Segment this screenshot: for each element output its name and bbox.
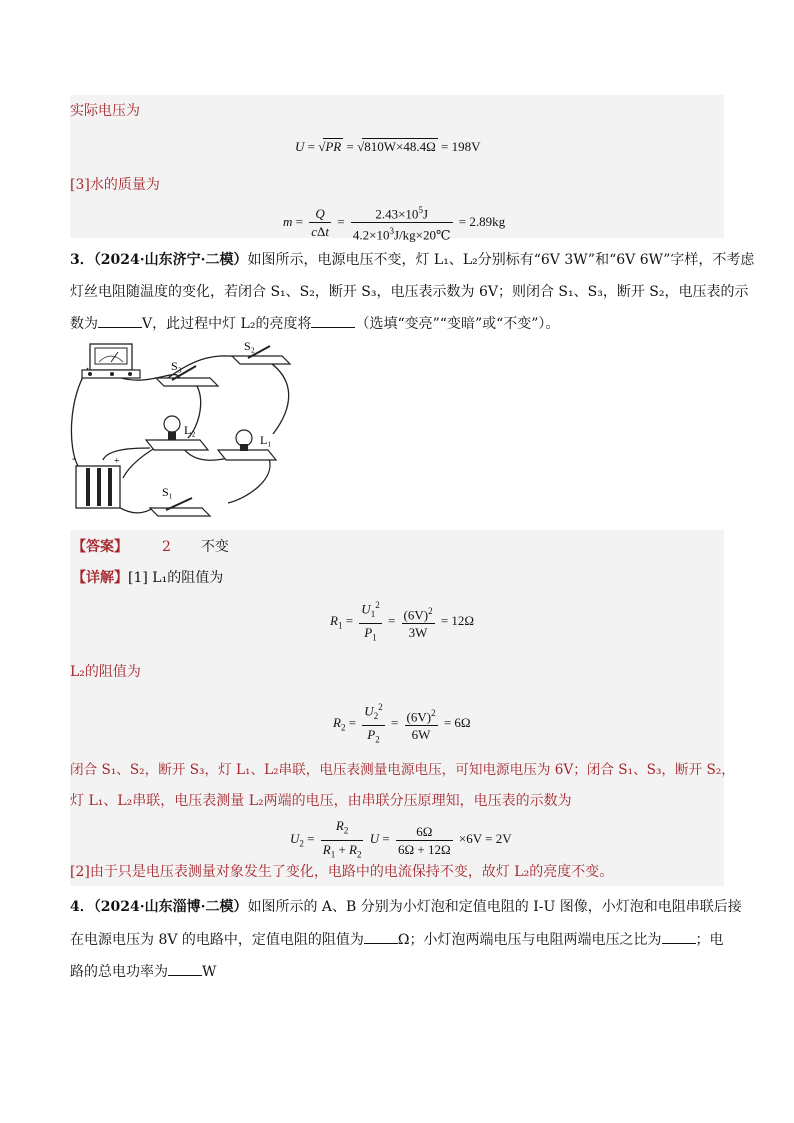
q3-stem-line3c: （选填“变亮”“变暗”或“不变”）。: [355, 316, 560, 332]
q4-line1: [70, 897, 742, 917]
q4-blank-1[interactable]: [364, 929, 398, 944]
q3-detail-row1: [72, 568, 223, 588]
formula-r1: $R_1$ = $\frac{U_1^2}{P_1}$ = $\frac{(6V)^2}{3W}$ = 12Ω: [330, 600, 475, 643]
q4-blank-2[interactable]: [662, 929, 696, 944]
answer-label: 【答案】: [72, 539, 128, 555]
q4-line2: [70, 929, 724, 950]
detail-text-3a: 闭合 S₁、S₂，断开 S₃，灯 L₁、L₂串联，电压表测量电源电压，可知电源电压为 6V；闭合 S₁、S₃，断开 S₂，: [70, 762, 735, 778]
q4-stem-line2c: ；电: [695, 932, 724, 948]
label-s3: S₃: [171, 359, 182, 373]
q3-stem-line2: 灯丝电阻随温度的变化，若闭合 S₁、S₂，断开 S₃，电压表示数为 6V；则闭合 S₁、S₃，断开 S₂，电压表的示: [70, 284, 749, 300]
detail-text-4: [2]由于只是电压表测量对象发生了变化，电路中的电流保持不变，故灯 L₂的亮度不变。: [70, 864, 614, 880]
label-l2: L₂: [184, 423, 196, 437]
answer-value-1: 2: [162, 539, 171, 555]
formula-water-mass: m = $\frac{Q}{\text{cΔt}}$ = $\frac{2.43\times 10^5J}{4.2\times 10^3J/kg\times 20℃}$ = 2.89kg: [283, 205, 506, 243]
q3-number: 3．: [70, 252, 94, 268]
detail-text-3b: 灯 L₁、L₂串联，电压表测量 L₂两端的电压，由串联分压原理知，电压表的示数为: [70, 793, 572, 809]
q4-stem-line2b: Ω；小灯泡两端电压与电阻两端电压之比为: [397, 932, 662, 948]
q4-source: （2024·山东淄博·二模）: [93, 899, 248, 915]
q4-number: 4．: [70, 899, 94, 915]
formula-r2: $R_2$ = $\frac{U_2^2}{P_2}$ = $\frac{(6V)^2}{6W}$ = 6Ω: [333, 702, 471, 745]
water-mass-label: [3]水的质量为: [70, 177, 160, 193]
detail-text-2: L₂的阻值为: [70, 664, 141, 680]
q4-stem-line1: 如图所示的 A、B 分别为小灯泡和定值电阻的 I-U 图像，小灯泡和电阻串联后接: [247, 899, 742, 915]
q3-stem-line1: 如图所示，电源电压不变，灯 L₁、L₂分别标有“6V 3W”和“6V 6W”字样，不考虑: [247, 252, 755, 268]
answer-value-2: 不变: [200, 539, 229, 555]
q4-blank-3[interactable]: [168, 961, 202, 976]
formula-actual-voltage: U = √PR = √810W×48.4Ω = 198V: [295, 139, 481, 154]
q3-source: （2024·山东济宁·二模）: [93, 252, 248, 268]
label-l1: L₁: [260, 433, 272, 447]
q3-answer-row: [72, 537, 229, 557]
actual-voltage-label: 实际电压为: [70, 103, 140, 119]
q3-stem-line3a: 数为: [70, 316, 98, 332]
q4-stem-line3a: 路的总电功率为: [70, 964, 168, 980]
q3-line3: [70, 313, 559, 334]
answer-blank-2[interactable]: [311, 313, 355, 328]
q4-line3: [70, 961, 216, 982]
label-minus: -: [72, 451, 76, 465]
q4-stem-line2a: 在电源电压为 8V 的电路中，定值电阻的阻值为: [70, 932, 364, 948]
formula-u2: $U_2$ = $\frac{R_2}{R_1 + R_2}$ U = $\frac{6\Omega}{6\Omega + 12\Omega}$ ×6V = 2V: [290, 818, 512, 860]
label-s2: S₂: [244, 339, 255, 353]
circuit-diagram: [68, 338, 308, 528]
detail-text-1: [1] L₁的阻值为: [128, 570, 224, 586]
q3-line1: [70, 250, 754, 270]
detail-label: 【详解】: [72, 570, 128, 586]
label-plus: +: [114, 456, 120, 467]
q4-stem-line3b: W: [202, 964, 217, 980]
answer-blank-1[interactable]: [98, 313, 142, 328]
label-s1: S₁: [162, 485, 173, 499]
q3-stem-line3b: V，此过程中灯 L₂的亮度将: [142, 316, 312, 332]
